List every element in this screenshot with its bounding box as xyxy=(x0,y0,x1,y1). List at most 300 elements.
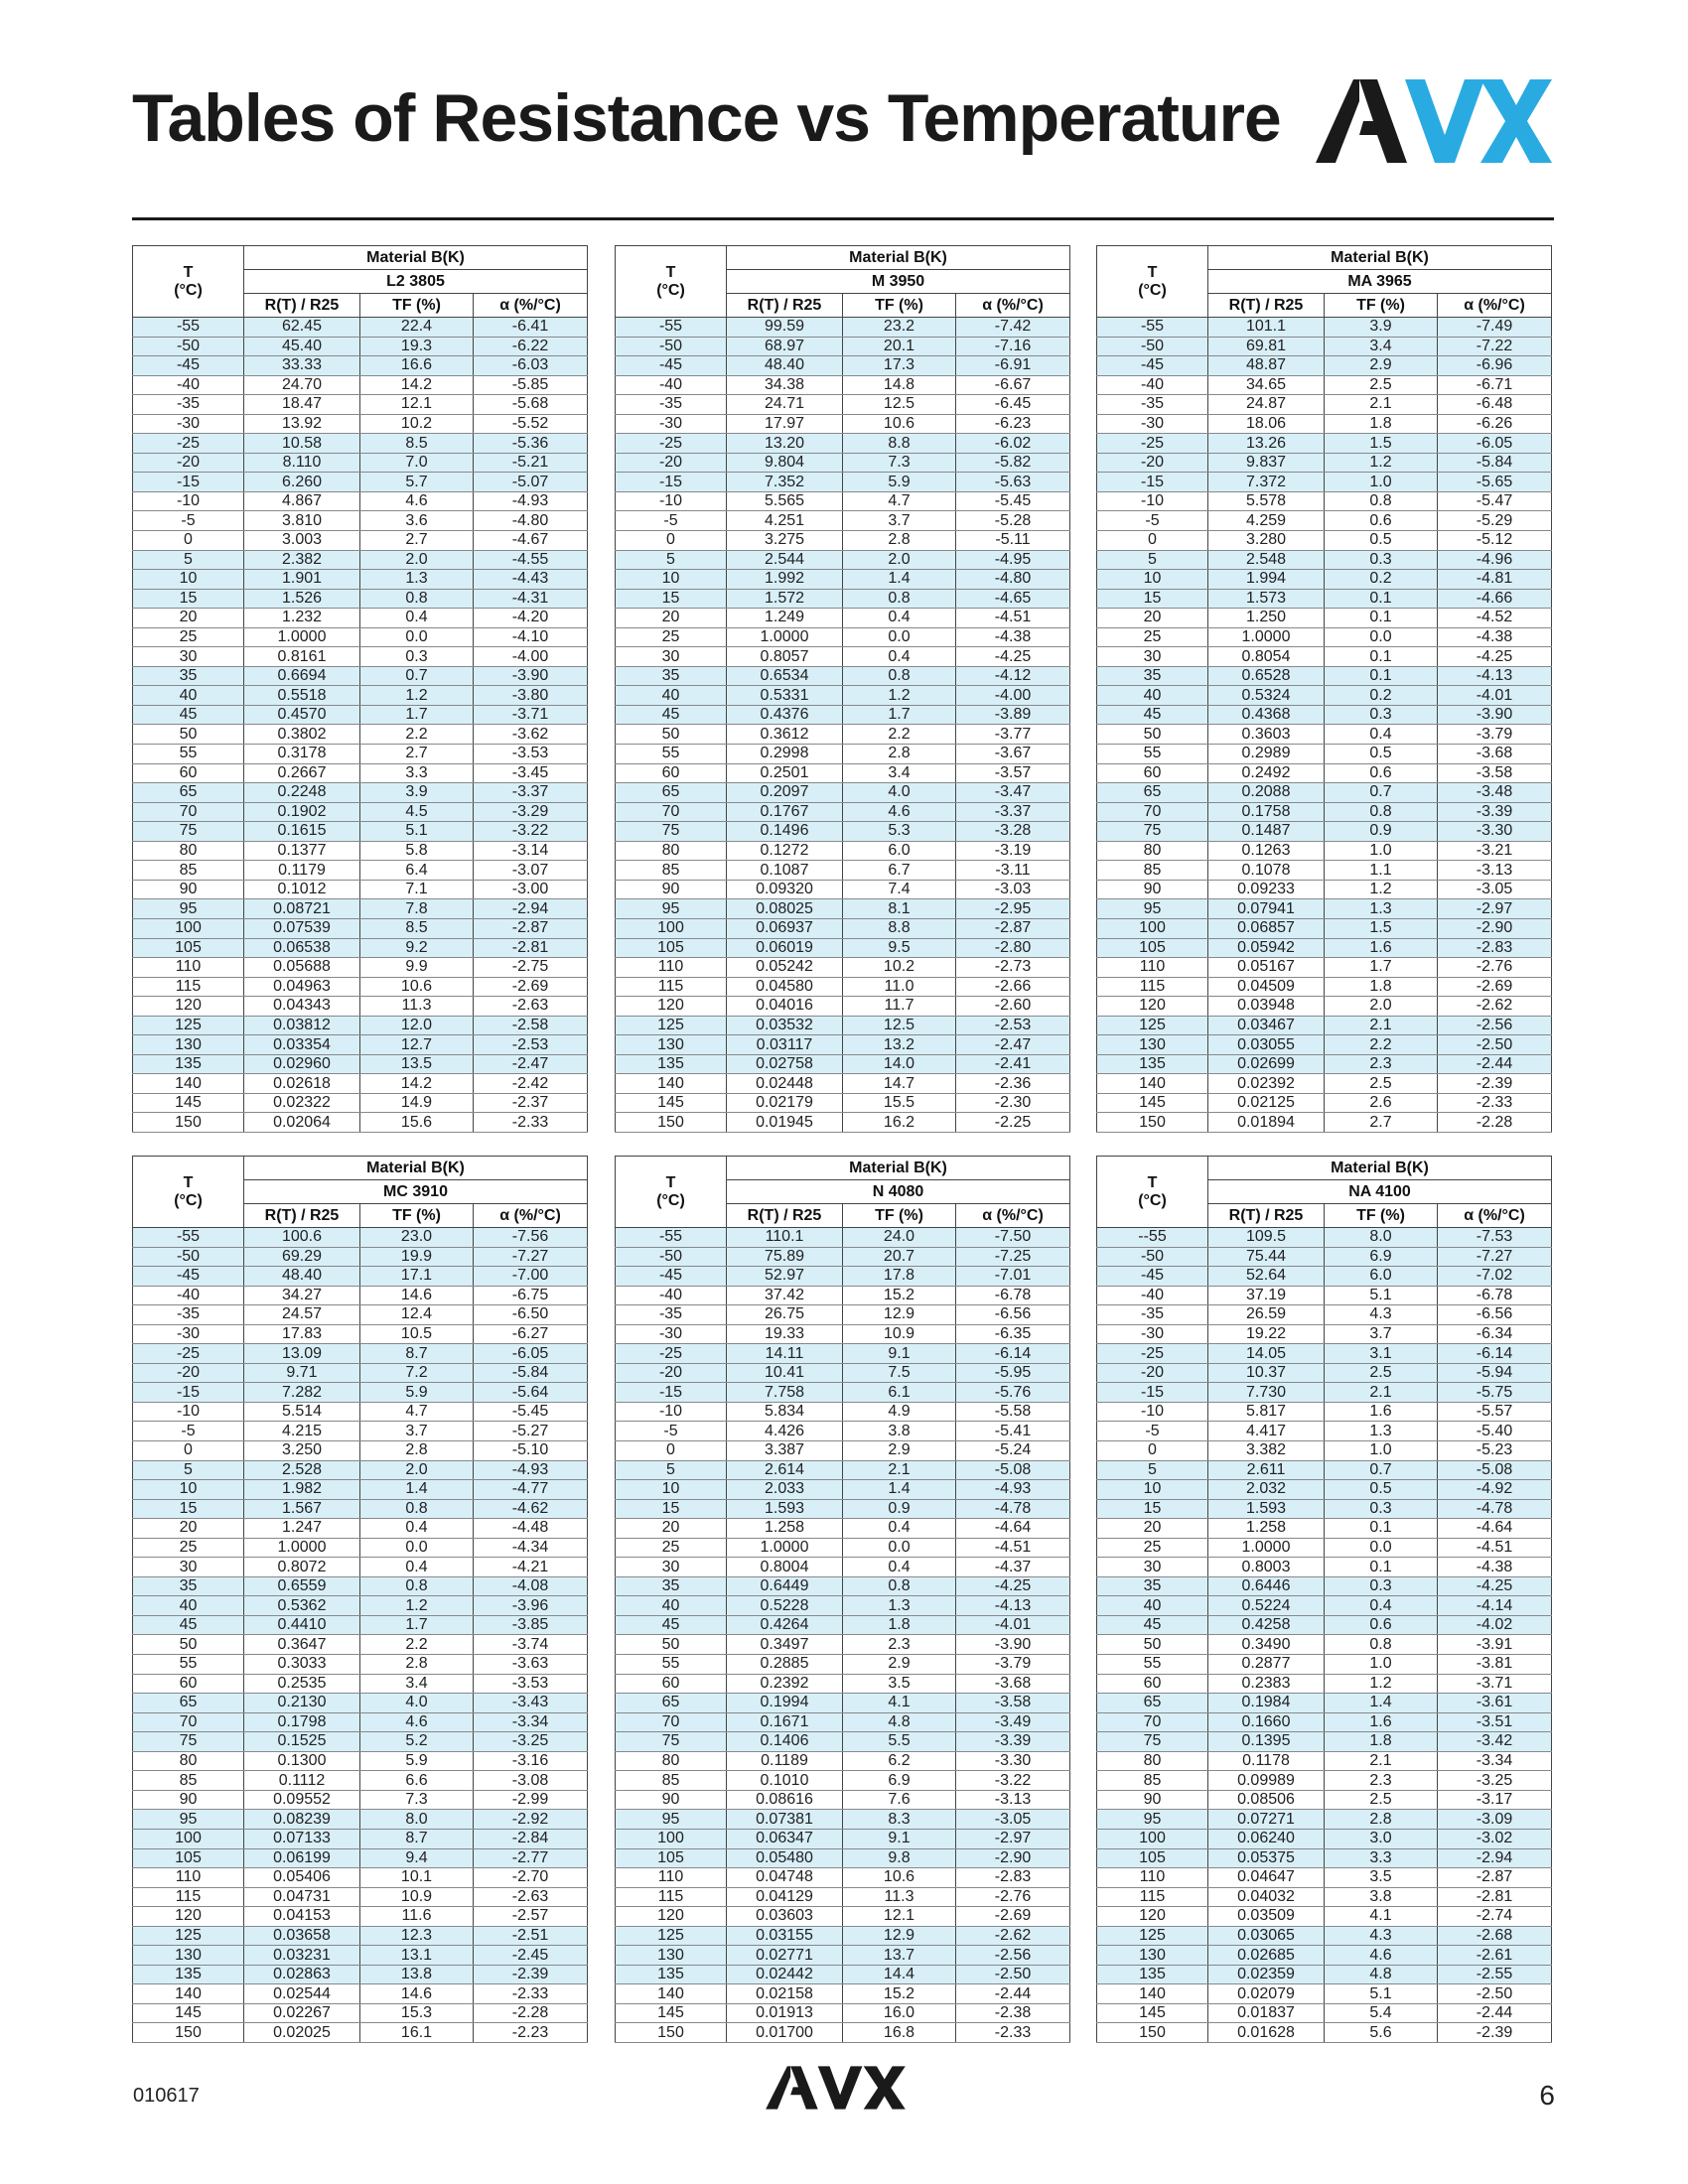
table-row xyxy=(133,899,588,919)
alpha-cell: -6.48 xyxy=(1438,395,1552,415)
ratio-cell: 2.548 xyxy=(1208,550,1325,570)
table-row xyxy=(616,1596,1070,1616)
alpha-cell: -2.69 xyxy=(474,977,588,997)
temperature-cell: 5 xyxy=(133,550,244,570)
tf-cell: 3.7 xyxy=(360,1422,474,1441)
alpha-cell: -3.25 xyxy=(1438,1771,1552,1791)
ratio-cell: 0.02359 xyxy=(1208,1965,1325,1984)
temperature-cell: 110 xyxy=(133,1868,244,1888)
tf-cell: 8.0 xyxy=(1325,1228,1438,1248)
table-row xyxy=(1097,1984,1552,2004)
temperature-cell: -20 xyxy=(1097,453,1208,473)
ratio-cell: 1.994 xyxy=(1208,570,1325,590)
temperature-cell: 40 xyxy=(1097,686,1208,706)
temperature-cell: 45 xyxy=(616,1615,727,1635)
table-row xyxy=(133,1887,588,1907)
alpha-cell: -4.10 xyxy=(474,627,588,647)
alpha-cell: -5.08 xyxy=(1438,1460,1552,1480)
alpha-cell: -2.70 xyxy=(474,1868,588,1888)
tf-cell: 3.0 xyxy=(1325,1829,1438,1848)
alpha-cell: -3.34 xyxy=(474,1712,588,1732)
alpha-cell: -3.89 xyxy=(956,705,1070,725)
tf-cell: 2.0 xyxy=(843,550,956,570)
table-row xyxy=(133,1965,588,1984)
temperature-cell: 125 xyxy=(1097,1926,1208,1946)
alpha-cell: -5.40 xyxy=(1438,1422,1552,1441)
alpha-cell: -2.73 xyxy=(956,958,1070,978)
temperature-cell: 85 xyxy=(133,1771,244,1791)
alpha-cell: -3.08 xyxy=(474,1771,588,1791)
ratio-cell: 0.02771 xyxy=(727,1946,843,1966)
temperature-cell: 85 xyxy=(1097,1771,1208,1791)
table-row xyxy=(133,491,588,511)
alpha-cell: -5.11 xyxy=(956,531,1070,551)
temperature-cell: -50 xyxy=(133,1247,244,1267)
table-row xyxy=(133,1712,588,1732)
ratio-cell: 0.04731 xyxy=(244,1887,360,1907)
temperature-cell: 95 xyxy=(616,1810,727,1830)
tf-cell: 2.2 xyxy=(360,1635,474,1655)
tf-cell: 6.0 xyxy=(1325,1267,1438,1287)
ratio-cell: 1.572 xyxy=(727,589,843,609)
temperature-cell: 85 xyxy=(616,1771,727,1791)
table-row xyxy=(616,899,1070,919)
table-row xyxy=(616,609,1070,628)
ratio-cell: 0.1994 xyxy=(727,1694,843,1713)
temperature-cell: 130 xyxy=(133,1035,244,1055)
temperature-cell: 5 xyxy=(1097,550,1208,570)
table-row xyxy=(133,822,588,842)
alpha-cell: -6.56 xyxy=(1438,1305,1552,1325)
ratio-cell: 0.04153 xyxy=(244,1907,360,1927)
tf-cell: 2.1 xyxy=(1325,1016,1438,1035)
alpha-cell: -3.67 xyxy=(956,745,1070,764)
ratio-cell: 45.40 xyxy=(244,337,360,356)
alpha-cell: -2.62 xyxy=(1438,997,1552,1017)
tf-cell: 23.0 xyxy=(360,1228,474,1248)
ratio-cell: 0.2501 xyxy=(727,763,843,783)
ratio-cell: 0.06019 xyxy=(727,938,843,958)
tf-cell: 3.5 xyxy=(1325,1868,1438,1888)
tf-cell: 2.1 xyxy=(843,1460,956,1480)
tf-cell: 0.4 xyxy=(843,1519,956,1539)
ratio-cell: 17.83 xyxy=(244,1324,360,1344)
temperature-cell: -5 xyxy=(133,511,244,531)
temperature-cell: -35 xyxy=(616,395,727,415)
ratio-cell: 1.593 xyxy=(727,1499,843,1519)
temperature-cell: -55 xyxy=(616,318,727,338)
ratio-cell: 0.1010 xyxy=(727,1771,843,1791)
tf-cell: 8.8 xyxy=(843,434,956,454)
alpha-cell: -7.49 xyxy=(1438,318,1552,338)
table-row xyxy=(1097,1286,1552,1305)
table-row xyxy=(616,1363,1070,1383)
temperature-unit: (°C) xyxy=(656,281,685,299)
alpha-cell: -4.78 xyxy=(956,1499,1070,1519)
temperature-cell: -30 xyxy=(616,1324,727,1344)
alpha-cell: -3.79 xyxy=(956,1655,1070,1675)
ratio-cell: 52.64 xyxy=(1208,1267,1325,1287)
temperature-cell: -5 xyxy=(616,511,727,531)
alpha-cell: -6.27 xyxy=(474,1324,588,1344)
ratio-cell: 0.05406 xyxy=(244,1868,360,1888)
temperature-cell: 150 xyxy=(1097,2023,1208,2043)
tf-cell: 0.4 xyxy=(843,647,956,667)
ratio-cell: 24.87 xyxy=(1208,395,1325,415)
tf-cell: 4.3 xyxy=(1325,1926,1438,1946)
alpha-cell: -2.84 xyxy=(474,1829,588,1848)
table-row xyxy=(616,997,1070,1017)
table-row xyxy=(616,1035,1070,1055)
ratio-cell: 0.4410 xyxy=(244,1615,360,1635)
temperature-cell: 25 xyxy=(616,1538,727,1558)
alpha-cell: -2.47 xyxy=(956,1035,1070,1055)
tf-cell: 10.5 xyxy=(360,1324,474,1344)
alpha-cell: -6.26 xyxy=(1438,414,1552,434)
temperature-cell: 120 xyxy=(616,1907,727,1927)
temperature-cell: -55 xyxy=(616,1228,727,1248)
temperature-cell: 60 xyxy=(1097,763,1208,783)
tf-cell: 8.5 xyxy=(360,434,474,454)
tf-cell: 7.4 xyxy=(843,880,956,899)
alpha-cell: -4.95 xyxy=(956,550,1070,570)
temperature-cell: 20 xyxy=(133,609,244,628)
tf-cell: 2.1 xyxy=(1325,1751,1438,1771)
tf-cell: 4.0 xyxy=(360,1694,474,1713)
tf-cell: 15.2 xyxy=(843,1984,956,2004)
tf-cell: 3.5 xyxy=(843,1674,956,1694)
alpha-cell: -4.93 xyxy=(956,1480,1070,1500)
ratio-cell: 1.573 xyxy=(1208,589,1325,609)
temperature-cell: -30 xyxy=(1097,1324,1208,1344)
ratio-cell: 99.59 xyxy=(727,318,843,338)
ratio-cell: 0.5331 xyxy=(727,686,843,706)
ratio-cell: 0.1263 xyxy=(1208,841,1325,861)
resistance-table xyxy=(1096,245,1552,1133)
temperature-cell: 135 xyxy=(1097,1054,1208,1074)
table-row xyxy=(133,745,588,764)
alpha-cell: -6.41 xyxy=(474,318,588,338)
table-row xyxy=(1097,1499,1552,1519)
table-row xyxy=(133,1460,588,1480)
alpha-cell: -2.87 xyxy=(956,918,1070,938)
ratio-cell: 0.4368 xyxy=(1208,705,1325,725)
table-row xyxy=(616,453,1070,473)
temperature-cell: 75 xyxy=(133,822,244,842)
ratio-cell: 2.528 xyxy=(244,1460,360,1480)
table-row xyxy=(1097,2003,1552,2023)
ratio-cell: 0.2097 xyxy=(727,783,843,803)
temperature-header xyxy=(1097,246,1208,318)
alpha-cell: -2.80 xyxy=(956,938,1070,958)
alpha-cell: -3.91 xyxy=(1438,1635,1552,1655)
alpha-cell: -2.51 xyxy=(474,1926,588,1946)
temperature-cell: -40 xyxy=(1097,375,1208,395)
ratio-cell: 0.07381 xyxy=(727,1810,843,1830)
ratio-cell: 0.6534 xyxy=(727,666,843,686)
ratio-column-header: R(T) / R25 xyxy=(244,1204,360,1228)
tf-cell: 12.4 xyxy=(360,1305,474,1325)
alpha-cell: -4.65 xyxy=(956,589,1070,609)
ratio-cell: 0.8072 xyxy=(244,1558,360,1577)
alpha-cell: -5.84 xyxy=(1438,453,1552,473)
tf-cell: 1.8 xyxy=(1325,977,1438,997)
alpha-cell: -5.58 xyxy=(956,1402,1070,1422)
ratio-cell: 0.06199 xyxy=(244,1848,360,1868)
temperature-label: T xyxy=(183,1173,194,1191)
ratio-cell: 0.02863 xyxy=(244,1965,360,1984)
temperature-cell: 145 xyxy=(133,2003,244,2023)
table-row xyxy=(133,1305,588,1325)
tf-cell: 9.1 xyxy=(843,1829,956,1848)
temperature-cell: -20 xyxy=(133,1363,244,1383)
temperature-cell: -10 xyxy=(1097,1402,1208,1422)
temperature-cell: 85 xyxy=(616,861,727,881)
tf-cell: 0.4 xyxy=(843,609,956,628)
temperature-cell: -40 xyxy=(1097,1286,1208,1305)
temperature-cell: 125 xyxy=(133,1926,244,1946)
temperature-cell: 105 xyxy=(133,938,244,958)
alpha-cell: -2.77 xyxy=(474,1848,588,1868)
temperature-cell: 70 xyxy=(1097,1712,1208,1732)
alpha-cell: -5.12 xyxy=(1438,531,1552,551)
ratio-cell: 48.40 xyxy=(727,356,843,376)
ratio-cell: 0.05942 xyxy=(1208,938,1325,958)
table-row xyxy=(616,1926,1070,1946)
tf-cell: 1.4 xyxy=(843,570,956,590)
temperature-cell: -45 xyxy=(133,1267,244,1287)
temperature-cell: 60 xyxy=(616,763,727,783)
alpha-cell: -4.93 xyxy=(474,1460,588,1480)
alpha-cell: -3.58 xyxy=(956,1694,1070,1713)
alpha-cell: -6.22 xyxy=(474,337,588,356)
alpha-cell: -5.65 xyxy=(1438,473,1552,492)
alpha-cell: -2.66 xyxy=(956,977,1070,997)
table-row xyxy=(1097,1655,1552,1675)
temperature-cell: 145 xyxy=(1097,1093,1208,1113)
ratio-cell: 68.97 xyxy=(727,337,843,356)
ratio-cell: 0.2130 xyxy=(244,1694,360,1713)
tf-cell: 0.8 xyxy=(843,589,956,609)
alpha-cell: -2.87 xyxy=(474,918,588,938)
alpha-cell: -4.02 xyxy=(1438,1615,1552,1635)
table-row xyxy=(133,1267,588,1287)
tf-cell: 0.4 xyxy=(1325,725,1438,745)
ratio-cell: 0.1902 xyxy=(244,802,360,822)
temperature-cell: 115 xyxy=(1097,977,1208,997)
temperature-cell: --55 xyxy=(1097,1228,1208,1248)
tf-cell: 4.7 xyxy=(360,1402,474,1422)
tf-cell: 0.8 xyxy=(360,589,474,609)
table-row xyxy=(1097,725,1552,745)
table-row xyxy=(616,1267,1070,1287)
alpha-cell: -3.02 xyxy=(1438,1829,1552,1848)
ratio-cell: 75.44 xyxy=(1208,1247,1325,1267)
ratio-cell: 0.04748 xyxy=(727,1868,843,1888)
ratio-cell: 0.1112 xyxy=(244,1771,360,1791)
temperature-cell: 50 xyxy=(133,1635,244,1655)
ratio-cell: 0.09989 xyxy=(1208,1771,1325,1791)
table-row xyxy=(616,473,1070,492)
temperature-cell: 90 xyxy=(1097,1790,1208,1810)
alpha-cell: -7.27 xyxy=(474,1247,588,1267)
tf-cell: 1.2 xyxy=(1325,880,1438,899)
alpha-cell: -2.90 xyxy=(956,1848,1070,1868)
temperature-cell: 85 xyxy=(133,861,244,881)
alpha-cell: -5.95 xyxy=(956,1363,1070,1383)
material-group-header: Material B(K) xyxy=(244,246,588,270)
tf-cell: 8.1 xyxy=(843,899,956,919)
temperature-cell: 10 xyxy=(133,1480,244,1500)
tf-cell: 17.3 xyxy=(843,356,956,376)
temperature-cell: 60 xyxy=(133,1674,244,1694)
alpha-cell: -2.81 xyxy=(474,938,588,958)
temperature-cell: 90 xyxy=(1097,880,1208,899)
table-row xyxy=(133,666,588,686)
temperature-cell: 20 xyxy=(1097,609,1208,628)
temperature-cell: -15 xyxy=(616,473,727,492)
alpha-cell: -3.30 xyxy=(956,1751,1070,1771)
tf-cell: 0.9 xyxy=(1325,822,1438,842)
temperature-cell: -5 xyxy=(1097,511,1208,531)
table-row xyxy=(616,1538,1070,1558)
table-row xyxy=(1097,1363,1552,1383)
alpha-cell: -4.38 xyxy=(956,627,1070,647)
table-row xyxy=(133,1771,588,1791)
table-row xyxy=(616,395,1070,415)
temperature-cell: 80 xyxy=(133,841,244,861)
temperature-cell: 145 xyxy=(133,1093,244,1113)
table-row xyxy=(1097,491,1552,511)
ratio-cell: 0.4258 xyxy=(1208,1615,1325,1635)
tf-cell: 0.8 xyxy=(1325,491,1438,511)
ratio-cell: 0.09320 xyxy=(727,880,843,899)
ratio-cell: 7.372 xyxy=(1208,473,1325,492)
ratio-cell: 0.02125 xyxy=(1208,1093,1325,1113)
ratio-cell: 0.02267 xyxy=(244,2003,360,2023)
table-row xyxy=(133,1422,588,1441)
table-row xyxy=(133,918,588,938)
tf-cell: 0.4 xyxy=(360,609,474,628)
alpha-cell: -3.09 xyxy=(1438,1810,1552,1830)
alpha-cell: -4.64 xyxy=(1438,1519,1552,1539)
tf-cell: 1.3 xyxy=(1325,899,1438,919)
temperature-label: T xyxy=(665,263,676,281)
alpha-cell: -4.55 xyxy=(474,550,588,570)
ratio-cell: 1.247 xyxy=(244,1519,360,1539)
tf-cell: 12.9 xyxy=(843,1305,956,1325)
ratio-cell: 0.02448 xyxy=(727,1074,843,1094)
ratio-cell: 0.04032 xyxy=(1208,1887,1325,1907)
temperature-cell: 125 xyxy=(616,1926,727,1946)
ratio-cell: 6.260 xyxy=(244,473,360,492)
ratio-cell: 0.06347 xyxy=(727,1829,843,1848)
ratio-cell: 1.901 xyxy=(244,570,360,590)
ratio-cell: 69.29 xyxy=(244,1247,360,1267)
table-row xyxy=(1097,434,1552,454)
temperature-cell: 55 xyxy=(1097,1655,1208,1675)
tf-cell: 0.8 xyxy=(360,1499,474,1519)
tf-cell: 16.2 xyxy=(843,1113,956,1133)
table-row xyxy=(1097,318,1552,338)
ratio-cell: 0.1671 xyxy=(727,1712,843,1732)
table-row xyxy=(1097,841,1552,861)
alpha-cell: -3.05 xyxy=(956,1810,1070,1830)
tf-cell: 4.6 xyxy=(360,1712,474,1732)
alpha-cell: -2.83 xyxy=(1438,938,1552,958)
tf-cell: 3.9 xyxy=(360,783,474,803)
tf-cell: 1.7 xyxy=(360,705,474,725)
temperature-cell: 10 xyxy=(616,570,727,590)
table-row xyxy=(1097,1324,1552,1344)
tf-cell: 0.8 xyxy=(360,1576,474,1596)
avx-logo xyxy=(1316,77,1554,165)
ratio-cell: 0.02158 xyxy=(727,1984,843,2004)
tf-cell: 3.8 xyxy=(1325,1887,1438,1907)
table-row xyxy=(1097,938,1552,958)
temperature-cell: 55 xyxy=(616,1655,727,1675)
tf-cell: 1.2 xyxy=(843,686,956,706)
table-row xyxy=(133,1751,588,1771)
ratio-cell: 0.8161 xyxy=(244,647,360,667)
temperature-cell: 75 xyxy=(1097,1732,1208,1752)
ratio-cell: 5.578 xyxy=(1208,491,1325,511)
table-row xyxy=(616,1383,1070,1403)
ratio-cell: 0.4264 xyxy=(727,1615,843,1635)
ratio-cell: 0.2885 xyxy=(727,1655,843,1675)
tf-cell: 5.6 xyxy=(1325,2023,1438,2043)
tf-cell: 4.8 xyxy=(843,1712,956,1732)
tf-cell: 2.8 xyxy=(360,1441,474,1461)
alpha-cell: -4.80 xyxy=(474,511,588,531)
ratio-cell: 0.6528 xyxy=(1208,666,1325,686)
alpha-cell: -6.71 xyxy=(1438,375,1552,395)
tf-cell: 2.1 xyxy=(1325,395,1438,415)
alpha-cell: -3.03 xyxy=(956,880,1070,899)
tf-cell: 0.8 xyxy=(843,666,956,686)
temperature-cell: 0 xyxy=(616,1441,727,1461)
table-row xyxy=(133,1732,588,1752)
ratio-cell: 0.3802 xyxy=(244,725,360,745)
ratio-cell: 4.215 xyxy=(244,1422,360,1441)
temperature-cell: 100 xyxy=(616,918,727,938)
table-row xyxy=(1097,589,1552,609)
table-row xyxy=(616,958,1070,978)
tf-cell: 10.9 xyxy=(360,1887,474,1907)
table-row xyxy=(1097,1093,1552,1113)
table-row xyxy=(133,2023,588,2043)
temperature-cell: 65 xyxy=(133,783,244,803)
ratio-cell: 10.37 xyxy=(1208,1363,1325,1383)
table-row xyxy=(616,1732,1070,1752)
table-row xyxy=(616,1113,1070,1133)
alpha-cell: -2.75 xyxy=(474,958,588,978)
alpha-cell: -4.08 xyxy=(474,1576,588,1596)
alpha-cell: -7.22 xyxy=(1438,337,1552,356)
temperature-cell: 15 xyxy=(1097,589,1208,609)
alpha-cell: -5.24 xyxy=(956,1441,1070,1461)
temperature-cell: 55 xyxy=(133,745,244,764)
ratio-cell: 100.6 xyxy=(244,1228,360,1248)
temperature-cell: 45 xyxy=(1097,1615,1208,1635)
table-row xyxy=(1097,1519,1552,1539)
tf-cell: 14.2 xyxy=(360,1074,474,1094)
temperature-cell: 10 xyxy=(616,1480,727,1500)
ratio-cell: 0.1615 xyxy=(244,822,360,842)
ratio-cell: 0.03155 xyxy=(727,1926,843,1946)
tf-cell: 16.0 xyxy=(843,2003,956,2023)
ratio-cell: 0.07941 xyxy=(1208,899,1325,919)
